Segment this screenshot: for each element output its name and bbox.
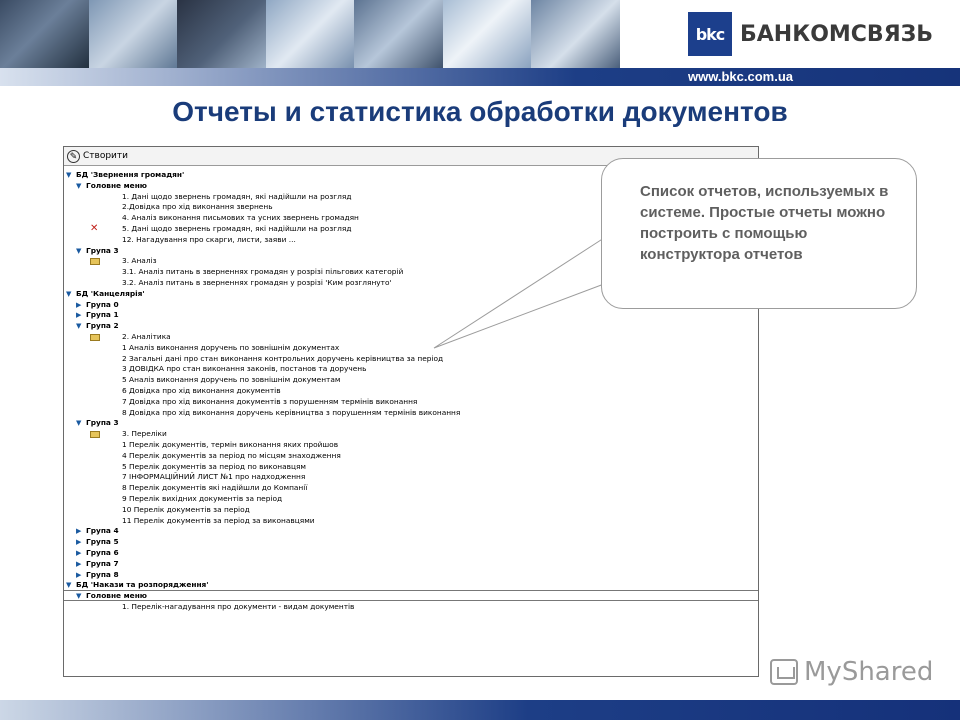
collapse-right-icon[interactable]: ▶ — [76, 527, 82, 536]
company-url[interactable]: www.bkc.com.ua — [688, 69, 793, 84]
tree-item-label: 1 Перелік документів, термін виконання яких пройшов — [122, 440, 339, 449]
header-photo — [354, 0, 443, 68]
tree-item-label: 6 Довідка про хід виконання документів — [122, 386, 281, 395]
watermark — [770, 657, 933, 687]
tree-item-label: 4 Перелік документів за період по місцям знаходження — [122, 450, 341, 460]
tree-item-label: 2 Загальні дані про стан виконання контрольних доручень керівництва за період — [122, 353, 444, 363]
tree-item-label: 1. Дані щодо звернень громадян, які надійшли на розгляд — [122, 191, 352, 201]
callout-text: Список отчетов, используемых в системе. Простые отчеты можно построить с помощью конструктора отчетов — [640, 183, 889, 263]
tree-item-label: 9 Перелік вихідних документів за період — [122, 494, 283, 503]
expand-down-icon[interactable]: ▼ — [76, 246, 82, 255]
header-photo — [0, 0, 89, 68]
tree-report-item[interactable] — [122, 515, 315, 527]
tree-item-label: 5 Перелік документів за період по виконавцям — [122, 461, 307, 471]
tree-report-item[interactable] — [122, 277, 392, 289]
tree-item-label: Група 2 — [86, 321, 119, 331]
collapse-right-icon[interactable]: ▶ — [76, 559, 82, 568]
header-photo — [266, 0, 355, 68]
tree-item-label: Група 7 — [86, 558, 119, 568]
tree-item-label: 5. Дані щодо звернень громадян, які надійшли на розгляд — [122, 224, 352, 233]
tree-item-label: 3 ДОВІДКА про стан виконання законів, постанов та доручень — [122, 364, 367, 374]
tree-item-label: 2.Довідка про хід виконання звернень — [122, 202, 273, 212]
tree-item-label: 11 Перелік документів за період за виконавцями — [122, 515, 315, 525]
tree-item-label: Група 3 — [86, 418, 119, 428]
collapse-right-icon[interactable]: ▶ — [76, 549, 82, 557]
tree-item-label: Група 8 — [86, 569, 119, 579]
tree-item-label: БД 'Звернення громадян' — [76, 170, 185, 179]
tree-item-label: 3.1. Аналіз питань в зверненнях громадян у розрізі пільгових категорій — [122, 267, 404, 277]
create-icon: ✎ — [67, 150, 80, 163]
tree-item-label: Головне меню — [86, 180, 147, 190]
tree-item-label: 5 Аналіз виконання доручень по зовнішнім документам — [122, 375, 341, 385]
tree-item-label: Група 3 — [86, 245, 119, 255]
folder-icon — [90, 258, 100, 265]
collapse-right-icon[interactable]: ▶ — [76, 300, 82, 309]
header-banner — [0, 0, 960, 68]
expand-down-icon[interactable]: ▼ — [66, 171, 72, 179]
tree-report-item[interactable] — [122, 234, 296, 246]
tree-item-label: 8 Довідка про хід виконання доручень керівництва з порушенням термінів виконання — [122, 407, 461, 417]
tree-item-label: Група 6 — [86, 548, 119, 557]
tree-item-label: 1 Аналіз виконання доручень по зовнішнім документах — [122, 342, 340, 352]
collapse-right-icon[interactable]: ▶ — [76, 311, 82, 320]
expand-down-icon[interactable]: ▼ — [76, 592, 82, 601]
expand-down-icon[interactable]: ▼ — [66, 581, 72, 590]
url-bar — [0, 68, 960, 86]
watermark-text: MyShared — [804, 657, 934, 687]
header-photo — [177, 0, 266, 68]
expand-down-icon[interactable]: ▼ — [76, 322, 82, 331]
tree-item-label: 10 Перелік документів за період — [122, 504, 250, 514]
tree-separator — [64, 600, 758, 601]
tree-item-label: 1. Перелік-нагадування про документи - видам документів — [122, 602, 355, 611]
tree-item-label: Головне меню — [86, 591, 147, 601]
expand-down-icon[interactable]: ▼ — [76, 181, 82, 190]
collapse-right-icon[interactable]: ▶ — [76, 538, 82, 547]
tree-item-label: БД 'Канцелярія' — [76, 288, 145, 298]
header-photo-strip — [0, 0, 620, 68]
header-photo — [531, 0, 620, 68]
expand-down-icon[interactable]: ▼ — [76, 419, 82, 428]
tree-item-label: 3. Переліки — [122, 429, 167, 439]
tree-item-label: 4. Аналіз виконання письмових та усних звернень громадян — [122, 213, 359, 223]
callout-box — [601, 158, 917, 309]
error-x-icon: ✕ — [90, 223, 99, 234]
tree-report-item[interactable] — [122, 601, 354, 613]
expand-down-icon[interactable]: ▼ — [66, 289, 72, 298]
company-logo — [620, 0, 960, 68]
tree-item-label: 12. Нагадування про скарги, листи, заяви ... — [122, 234, 296, 244]
callout-joint — [602, 239, 606, 283]
tree-report-item[interactable] — [122, 407, 460, 419]
tree-item-label: БД 'Накази та розпорядження' — [76, 580, 209, 590]
tree-item-label: Група 1 — [86, 310, 119, 320]
tree-item-label: 3.2. Аналіз питань в зверненнях громадян у розрізі 'Ким розглянуто' — [122, 278, 392, 287]
logo-mark: bkc — [688, 12, 732, 56]
logo-text: БАНКОМСВЯЗЬ — [740, 21, 934, 47]
tree-item-label: Група 5 — [86, 537, 119, 547]
collapse-right-icon[interactable]: ▶ — [76, 570, 82, 579]
tree-item-label: Група 4 — [86, 526, 119, 536]
tree-separator — [64, 590, 758, 591]
tree-item-label: 3. Аналіз — [122, 256, 157, 266]
create-button[interactable] — [67, 150, 128, 163]
tree-item-label: 7 ІНФОРМАЦІЙНИЙ ЛИСТ №1 про надходження — [122, 472, 306, 482]
page-title: Отчеты и статистика обработки документов — [172, 96, 788, 127]
folder-icon — [90, 334, 100, 341]
tree-item-label: 8 Перелік документів які надійшли до Компанії — [122, 483, 308, 493]
tree-item-label: 2. Аналітика — [122, 332, 171, 341]
tree-item-label: Група 0 — [86, 299, 119, 309]
header-photo — [89, 0, 178, 68]
presentation-icon — [770, 659, 798, 685]
footer-bar — [0, 700, 960, 720]
tree-item-label: 7 Довідка про хід виконання документів з порушенням термінів виконання — [122, 396, 418, 406]
folder-icon — [90, 431, 100, 438]
create-label: Створити — [83, 151, 128, 161]
header-photo — [443, 0, 532, 68]
